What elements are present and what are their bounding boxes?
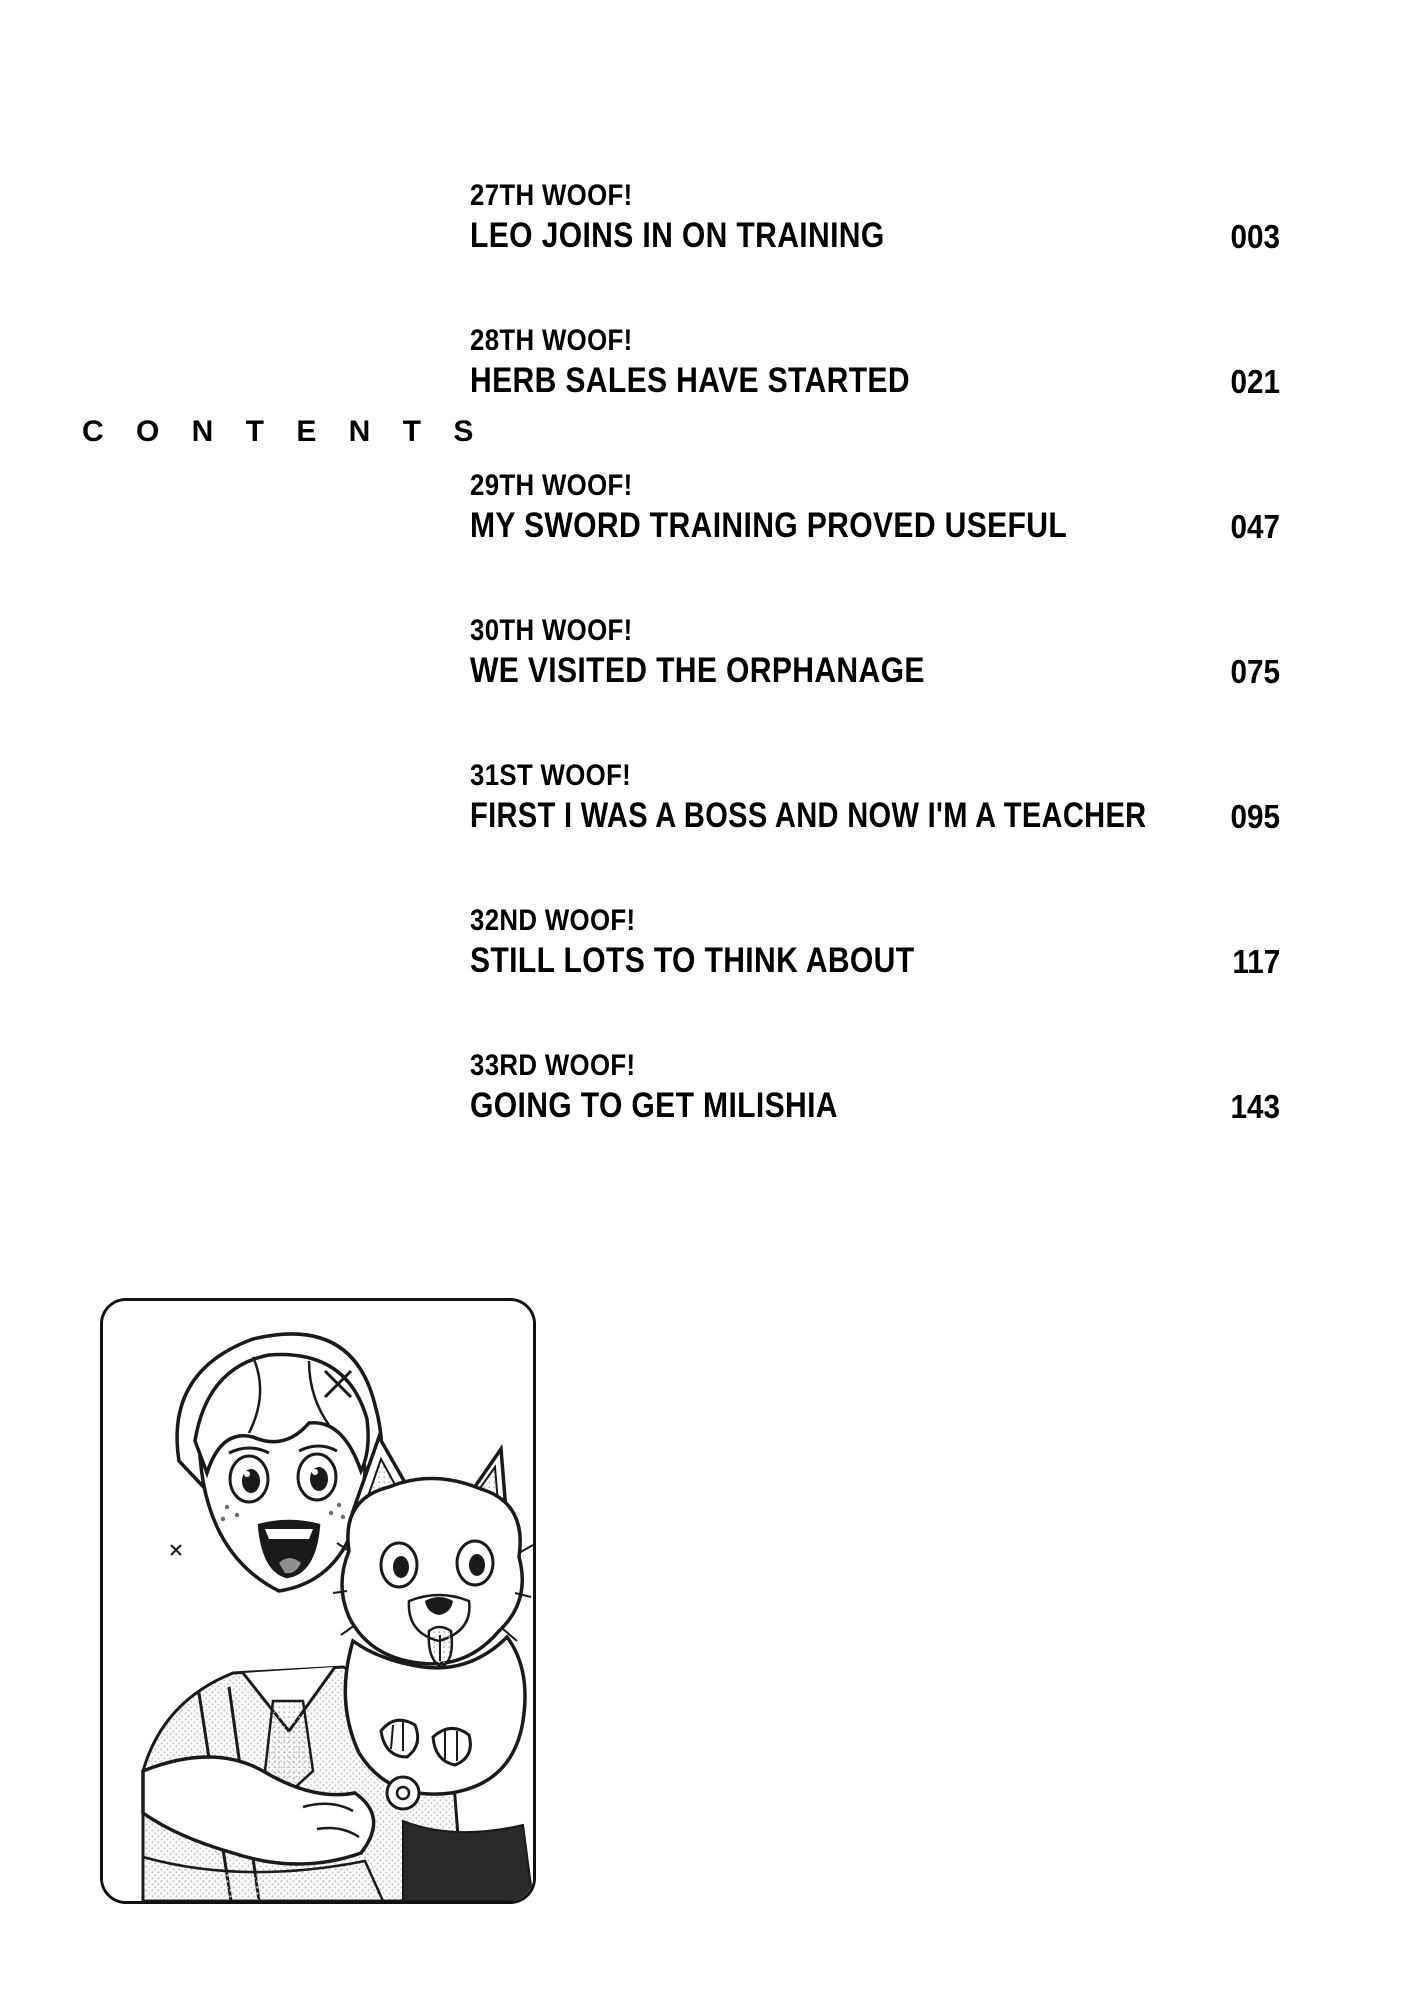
- toc-title-label: FIRST I WAS A BOSS AND NOW I'M A TEACHER: [470, 796, 1147, 835]
- toc-chapter-label: 32ND WOOF!: [470, 904, 636, 937]
- toc-page-number: 075: [1230, 653, 1280, 690]
- list-item[interactable]: [470, 903, 1280, 1048]
- toc-title-label: WE VISITED THE ORPHANAGE: [470, 651, 925, 690]
- toc-entry-text: [470, 178, 1180, 256]
- toc-page-number: 047: [1230, 508, 1280, 545]
- toc-entry-text: [470, 468, 1180, 546]
- toc-entry-text: [470, 758, 1180, 836]
- page-title: C O N T E N T S: [82, 415, 486, 448]
- toc-chapter-label: 28TH WOOF!: [470, 324, 633, 357]
- toc-page-number: 021: [1230, 363, 1280, 400]
- toc-chapter-label: 33RD WOOF!: [470, 1049, 636, 1082]
- list-item[interactable]: [470, 468, 1280, 613]
- toc-title-label: STILL LOTS TO THINK ABOUT: [470, 941, 915, 980]
- toc-page-number: 003: [1230, 218, 1280, 255]
- toc-chapter-label: 29TH WOOF!: [470, 469, 633, 502]
- toc-page-number: 117: [1232, 943, 1280, 980]
- character-illustration-icon: [103, 1301, 533, 1901]
- toc-entry-text: [470, 323, 1180, 401]
- list-item[interactable]: [470, 613, 1280, 758]
- table-of-contents: [470, 178, 1280, 1193]
- toc-title-label: MY SWORD TRAINING PROVED USEFUL: [470, 506, 1068, 545]
- list-item[interactable]: [470, 323, 1280, 468]
- toc-title-label: LEO JOINS IN ON TRAINING: [470, 216, 885, 255]
- list-item[interactable]: [470, 1048, 1280, 1193]
- toc-entry-text: [470, 613, 1180, 691]
- illustration-panel: [100, 1298, 536, 1904]
- toc-entry-text: [470, 1048, 1180, 1126]
- toc-chapter-label: 31ST WOOF!: [470, 759, 632, 792]
- list-item[interactable]: [470, 178, 1280, 323]
- toc-chapter-label: 27TH WOOF!: [470, 179, 633, 212]
- toc-title-label: GOING TO GET MILISHIA: [470, 1086, 838, 1125]
- toc-title-label: HERB SALES HAVE STARTED: [470, 361, 910, 400]
- list-item[interactable]: [470, 758, 1280, 903]
- toc-entry-text: [470, 903, 1180, 981]
- toc-page-number: 143: [1230, 1088, 1280, 1125]
- toc-page-number: 095: [1230, 798, 1280, 835]
- toc-chapter-label: 30TH WOOF!: [470, 614, 633, 647]
